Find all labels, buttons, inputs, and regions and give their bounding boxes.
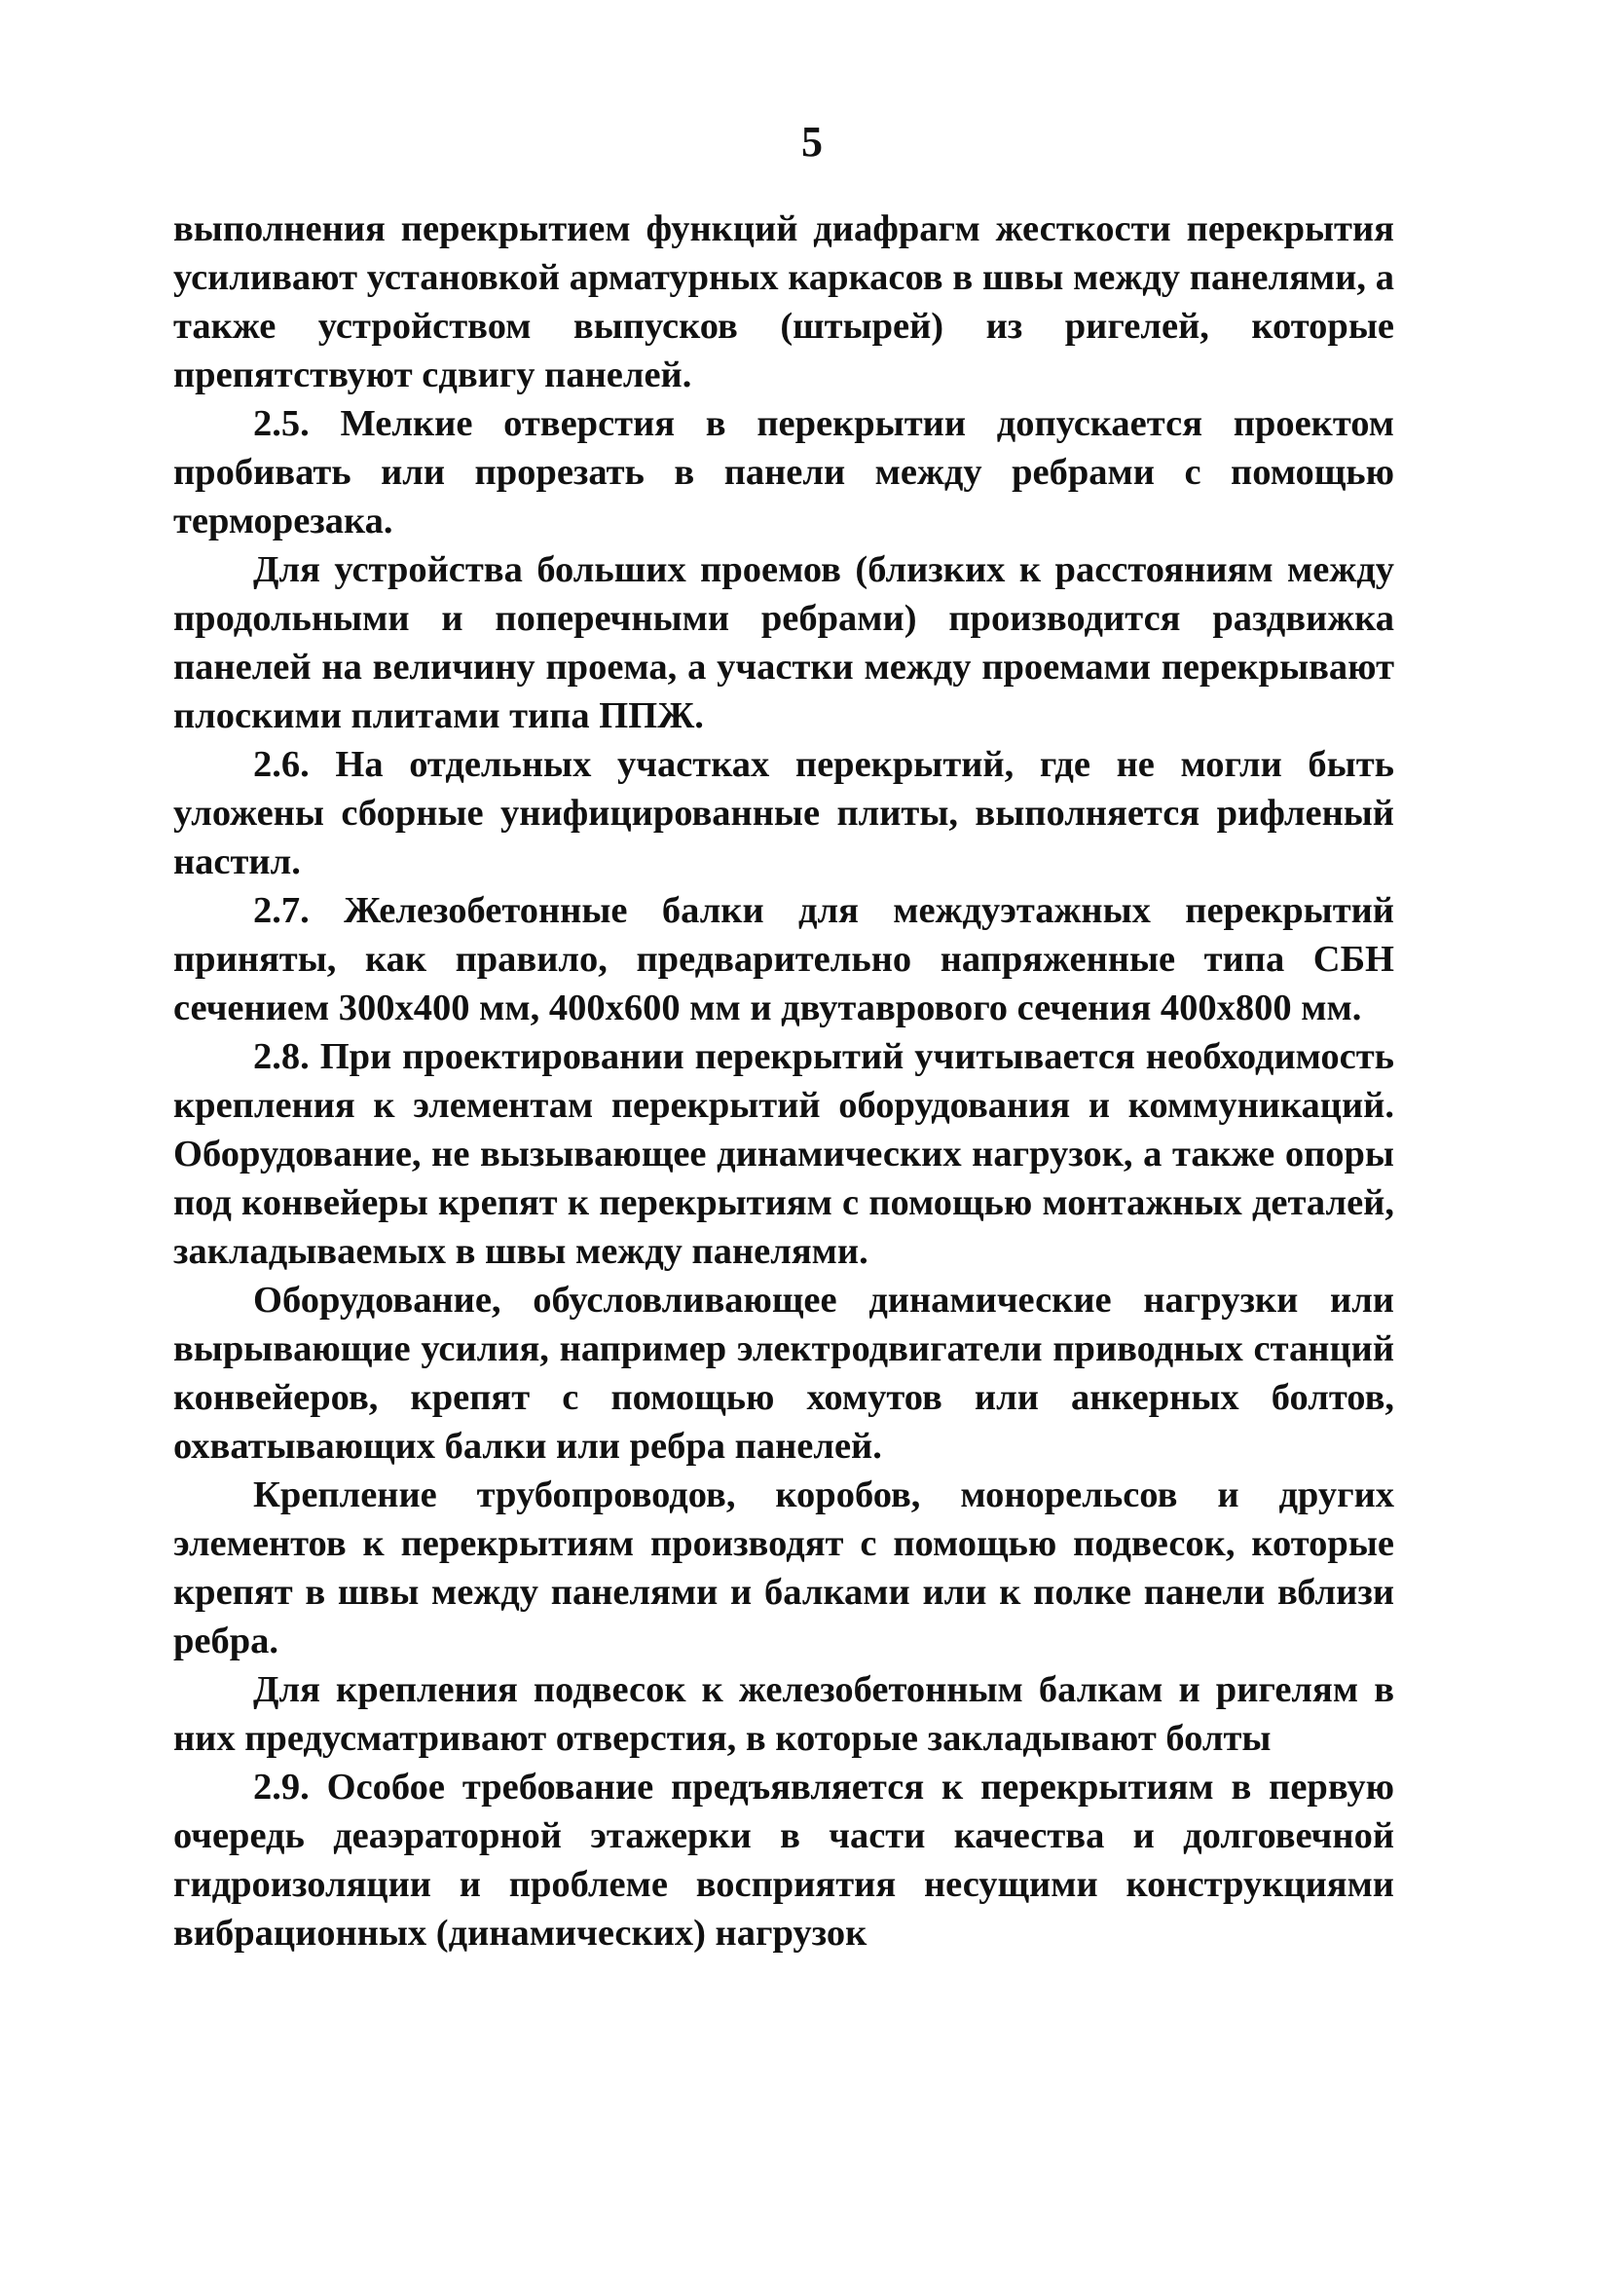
page-number: 5 bbox=[801, 118, 823, 166]
paragraph: Для устройства больших проемов (близких к расстояниям между продольными и поперечными ребрами) производится раздвижка панелей на величину проема, а участки между проемами перекрывают плоскими плитами типа ППЖ. bbox=[173, 549, 1394, 736]
paragraph: выполнения перекрытием функций диафрагм жесткости перекрытия усиливают установкой арматурных каркасов в швы между панелями, а также устройством выпусков (штырей) из ригелей, которые препятствуют сдвигу панелей. bbox=[173, 208, 1394, 395]
paragraph: 2.9. Особое требование предъявляется к перекрытиям в первую очередь деаэраторной этажерки в части качества и долговечной гидроизоляции и проблеме восприятия несущими конструкциями вибрационных (динамических) нагрузок bbox=[173, 1767, 1394, 1954]
paragraph: 2.8. При проектировании перекрытий учитывается необходимость крепления к элементам перекрытий оборудования и коммуникаций. Оборудование, не вызывающее динамических нагрузок, а также опоры под конвейеры крепят к перекрытиям с помощью монтажных деталей, закладываемых в швы между панелями. bbox=[173, 1036, 1394, 1272]
paragraph: Оборудование, обусловливающее динамические нагрузки или вырывающие усилия, например электродвигатели приводных станций конвейеров, крепят с помощью хомутов или анкерных болтов, охватывающих балки или ребра панелей. bbox=[173, 1280, 1394, 1467]
body-text bbox=[173, 205, 1394, 1958]
paragraph: 2.5. Мелкие отверстия в перекрытии допускается проектом пробивать или прорезать в панели между ребрами с помощью терморезака. bbox=[173, 403, 1394, 541]
paragraph: Крепление трубопроводов, коробов, монорельсов и других элементов к перекрытиям производят с помощью подвесок, которые крепят в швы между панелями и балками или к полке панели вблизи ребра. bbox=[173, 1474, 1394, 1661]
paragraph: 2.6. На отдельных участках перекрытий, где не могли быть уложены сборные унифицированные плиты, выполняется рифленый настил. bbox=[173, 744, 1394, 882]
paragraph: Для крепления подвесок к железобетонным балкам и ригелям в них предусматривают отверстия, в которые закладывают болты bbox=[173, 1669, 1394, 1759]
paragraph: 2.7. Железобетонные балки для междуэтажных перекрытий приняты, как правило, предварительно напряженные типа СБН сечением 300х400 мм, 400х600 мм и двутаврового сечения 400х800 мм. bbox=[173, 890, 1394, 1028]
